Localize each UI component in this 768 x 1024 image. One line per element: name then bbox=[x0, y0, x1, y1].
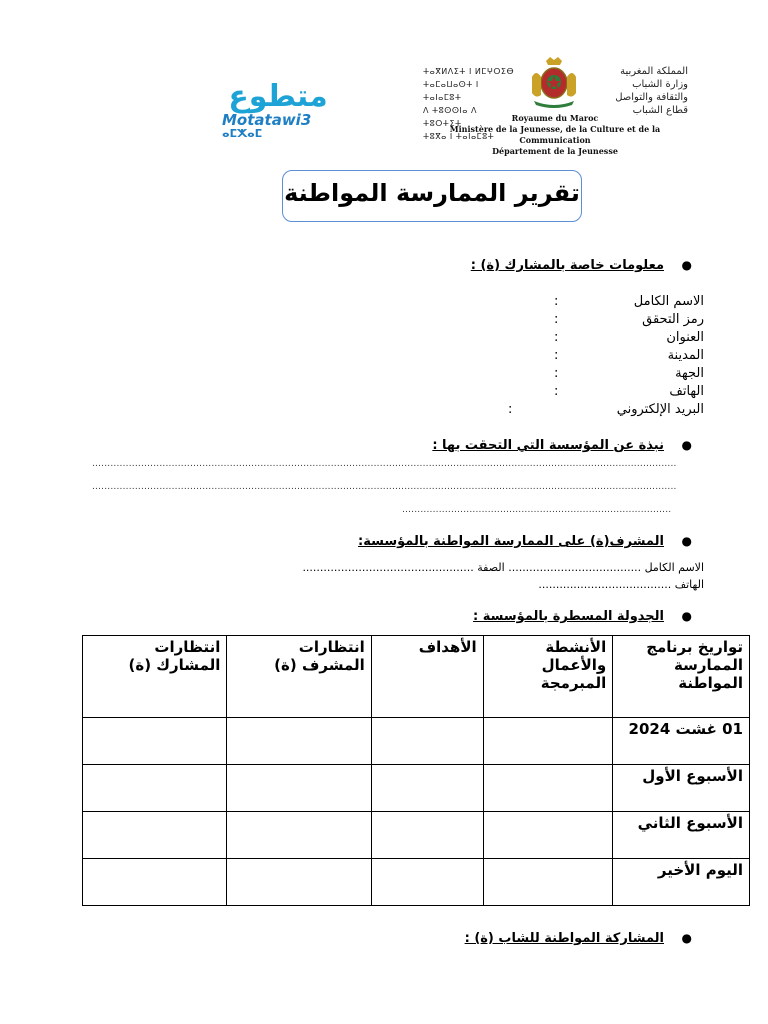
logo-tifinagh-text: ⴰⵎⵅⴰⵎ bbox=[222, 127, 263, 140]
bullet-icon: ● bbox=[681, 258, 692, 272]
section-title: معلومات خاصة بالمشارك (ة) : bbox=[470, 258, 664, 273]
royal-emblem-icon bbox=[526, 55, 582, 109]
field-colon: : bbox=[554, 294, 559, 309]
fr-ministry: Ministère de la Jeunesse, de la Culture et de la Communication bbox=[449, 124, 661, 145]
field-full-name bbox=[554, 293, 704, 311]
field-colon: : bbox=[554, 312, 559, 327]
supervisor-name-role-line bbox=[302, 560, 704, 576]
bullet-icon: ● bbox=[681, 438, 692, 452]
document-title: تقرير الممارسة المواطنة bbox=[284, 179, 580, 207]
field-label: الجهة bbox=[675, 366, 704, 381]
header-dates: تواريخ برنامج الممارسة المواطنة bbox=[613, 636, 750, 718]
ministry-arabic bbox=[588, 65, 688, 117]
field-email bbox=[508, 401, 704, 419]
supervisor-phone-dots: ...................................... bbox=[538, 578, 672, 591]
dotted-line: ............................................................................................................................................................................................... bbox=[92, 482, 677, 492]
field-colon: : bbox=[554, 384, 559, 399]
field-label: الهاتف bbox=[669, 384, 704, 399]
header-supervisor-expectations: انتظارات المشرف (ة) bbox=[227, 636, 371, 718]
supervisor-role-label: الصفة bbox=[477, 561, 505, 574]
tifinagh-line: ⴷ ⵜⵓⵙⵙⵏⴰ ⴷ ⵜⵓⵔⵜⵉⵜ bbox=[423, 106, 477, 128]
field-label: الاسم الكامل bbox=[633, 294, 704, 309]
field-label: رمز التحقق bbox=[642, 312, 704, 327]
table-cell[interactable] bbox=[227, 859, 371, 906]
ministry-french bbox=[420, 113, 690, 157]
tifinagh-line: ⵜⴰⵎⴰⵡⴰⵙⵜ ⵏ ⵜⴰⵏⴰⵎⵓⵜ bbox=[423, 80, 479, 102]
row-date-cell: اليوم الأخير bbox=[613, 859, 750, 906]
table-header-row bbox=[83, 636, 750, 718]
header-activities: الأنشطة والأعمال المبرمجة bbox=[483, 636, 613, 718]
table-row bbox=[83, 718, 750, 765]
section-participation-heading bbox=[465, 929, 692, 947]
logo-latin-text: Motatawi3 bbox=[222, 111, 312, 129]
field-label: البريد الإلكتروني bbox=[616, 402, 704, 417]
table-cell[interactable] bbox=[483, 765, 613, 812]
table-cell[interactable] bbox=[227, 718, 371, 765]
dotted-line: ........................................................................................ bbox=[402, 505, 672, 515]
tifinagh-line: ⵜⴰⴳⵍⴷⵉⵜ ⵏ ⵍⵎⵖⵔⵉⴱ bbox=[423, 67, 515, 76]
supervisor-name-label: الاسم الكامل bbox=[644, 561, 704, 574]
header-participant-expectations: انتظارات المشارك (ة) bbox=[83, 636, 227, 718]
field-city bbox=[554, 347, 704, 365]
table-row bbox=[83, 765, 750, 812]
field-verification-code bbox=[554, 311, 704, 329]
table-cell[interactable] bbox=[371, 765, 483, 812]
supervisor-phone-line bbox=[538, 577, 704, 593]
table-cell[interactable] bbox=[371, 812, 483, 859]
arabic-line: قطاع الشباب bbox=[632, 105, 688, 116]
section-supervisor-heading bbox=[358, 532, 692, 550]
fr-kingdom: Royaume du Maroc bbox=[511, 113, 599, 123]
section-title: المشاركة المواطنة للشاب (ة) : bbox=[464, 931, 664, 946]
arabic-line: المملكة المغربية bbox=[620, 66, 688, 77]
bullet-icon: ● bbox=[681, 931, 692, 945]
table-cell[interactable] bbox=[83, 859, 227, 906]
table-cell[interactable] bbox=[83, 765, 227, 812]
row-date-cell: الأسبوع الثاني bbox=[613, 812, 750, 859]
field-region bbox=[554, 365, 704, 383]
table-row bbox=[83, 812, 750, 859]
table-cell[interactable] bbox=[83, 812, 227, 859]
row-date-cell: الأسبوع الأول bbox=[613, 765, 750, 812]
arabic-line: وزارة الشباب bbox=[632, 79, 688, 90]
fr-department: Département de la Jeunesse bbox=[492, 146, 618, 156]
supervisor-role-dots: ................................................. bbox=[302, 561, 474, 574]
dotted-line: ............................................................................................................................................................................................... bbox=[92, 459, 677, 469]
supervisor-name-dots: ...................................... bbox=[508, 561, 642, 574]
section-institution-heading bbox=[432, 436, 692, 454]
table-cell[interactable] bbox=[483, 718, 613, 765]
title-box bbox=[282, 170, 582, 222]
section-title: الجدولة المسطرة بالمؤسسة : bbox=[473, 609, 664, 624]
field-colon: : bbox=[554, 366, 559, 381]
bullet-icon: ● bbox=[681, 609, 692, 623]
table-cell[interactable] bbox=[83, 718, 227, 765]
tifinagh-line: ⵜⵓⴳⴰ ⵏ ⵜⴰⵏⴰⵎⵓⵜ bbox=[423, 132, 495, 141]
table-cell[interactable] bbox=[227, 812, 371, 859]
section-title: نبذة عن المؤسسة التي التحقت بها : bbox=[432, 438, 664, 453]
field-address bbox=[554, 329, 704, 347]
ministry-header bbox=[420, 55, 690, 156]
section-participant-heading bbox=[471, 256, 692, 274]
field-colon: : bbox=[508, 402, 513, 417]
schedule-table bbox=[82, 635, 750, 906]
motatawi3-logo bbox=[218, 79, 338, 144]
field-phone bbox=[554, 383, 704, 401]
table-cell[interactable] bbox=[483, 812, 613, 859]
table-cell[interactable] bbox=[483, 859, 613, 906]
field-label: المدينة bbox=[667, 348, 704, 363]
logo-arabic-text: متطوع bbox=[228, 79, 328, 114]
arabic-line: والثقافة والتواصل bbox=[615, 92, 688, 103]
table-cell[interactable] bbox=[371, 718, 483, 765]
field-colon: : bbox=[554, 348, 559, 363]
bullet-icon: ● bbox=[681, 534, 692, 548]
table-cell[interactable] bbox=[227, 765, 371, 812]
table-row bbox=[83, 859, 750, 906]
field-colon: : bbox=[554, 330, 559, 345]
section-schedule-heading bbox=[473, 607, 692, 625]
header-objectives: الأهداف bbox=[371, 636, 483, 718]
supervisor-phone-label: الهاتف bbox=[674, 578, 704, 591]
section-title: المشرف(ة) على الممارسة المواطنة بالمؤسسة: bbox=[358, 534, 664, 549]
row-date-cell: 01 غشت 2024 bbox=[613, 718, 750, 765]
table-cell[interactable] bbox=[371, 859, 483, 906]
field-label: العنوان bbox=[666, 330, 704, 345]
